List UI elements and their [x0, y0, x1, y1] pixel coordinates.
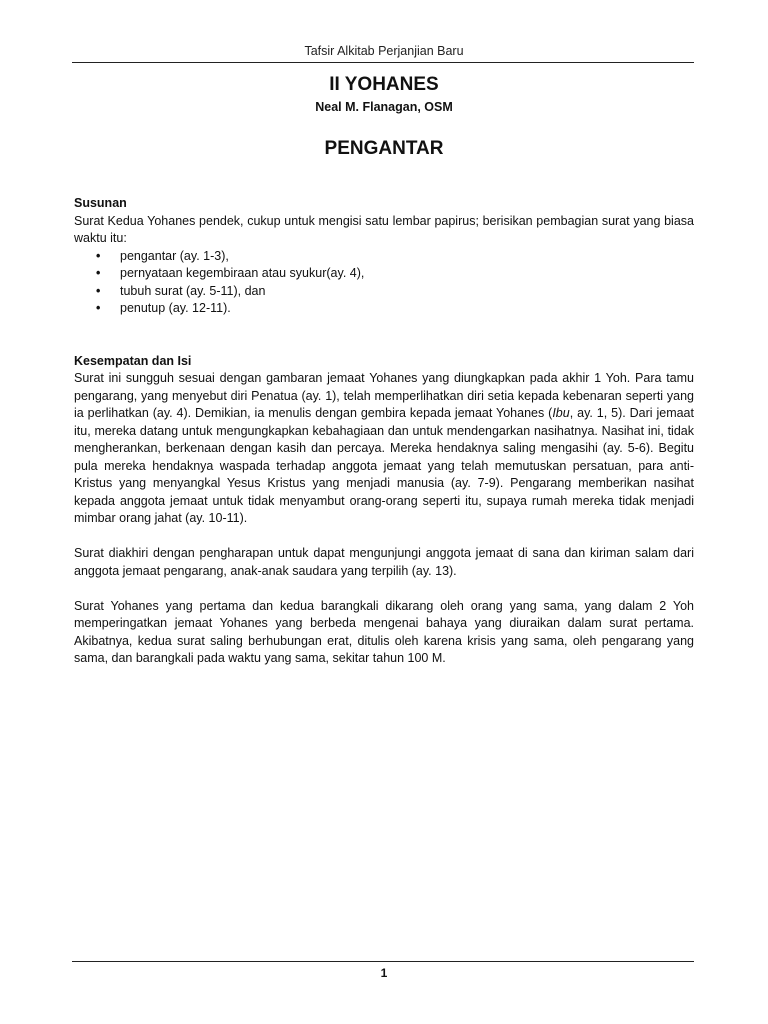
kesempatan-paragraph-1	[74, 370, 694, 528]
susunan-list	[74, 248, 694, 318]
kesempatan-paragraph-3: Surat Yohanes yang pertama dan kedua barangkali dikarang oleh orang yang sama, yang dalam 2 Yoh memperingatkan jemaat Yohanes yang berbeda mengenai bahaya yang diuraikan dalam surat pertama. Akibatnya, kedua surat saling berhubungan erat, ditulis oleh karena krisis yang sama, oleh pengarang yang sama, dan barangkali pada waktu yang sama, sekitar tahun 100 M.	[74, 598, 694, 665]
body-content	[74, 195, 694, 668]
spacer	[74, 528, 694, 546]
author-name: Neal M. Flanagan, OSM	[315, 100, 453, 114]
list-item: • penutup (ay. 12-11).	[74, 300, 694, 318]
section-title: PENGANTAR	[324, 138, 444, 159]
paragraph-text: , ay. 1, 5). Dari jemaat itu, mereka datang untuk mengungkapkan kebahagiaan dan untuk mendengarkan nasihatnya. Nasihat ini, tidak mengherankan, berkenaan dengan kasih dan percaya. Mereka hendaknya saling mengasihi (ay. 5-6). Begitu pula mereka hendaknya waspada terhadap anggota jemaat yang telah memutuskan persatuan, para anti-Kristus yang menyangkal Yesus Kristus yang menjadi manusia (ay. 7-9). Pengarang memberikan nasihat kepada anggota jemaat untuk tidak menyambut orang-orang seperti itu, supaya rumah mereka tidak menjadi mimbar orang jahat (ay. 10-11).	[74, 406, 694, 525]
spacer	[74, 335, 694, 353]
list-item: • tubuh surat (ay. 5-11), dan	[74, 283, 694, 301]
list-item: • pengantar (ay. 1-3),	[74, 248, 694, 266]
susunan-intro: Surat Kedua Yohanes pendek, cukup untuk mengisi satu lembar papirus; berisikan pembagian surat yang biasa waktu itu:	[74, 213, 694, 245]
header-rule	[72, 62, 694, 63]
italic-term: Ibu	[552, 406, 570, 420]
paragraph-text: Surat ini sungguh sesuai dengan gambaran jemaat Yohanes yang diungkapkan pada akhir 1 Yoh. Para tamu pengarang, yang menyebut diri Penatua (ay. 1), telah memperlihatkan diri setia kepada kebenaran seperti yang ia perlihatkan (ay. 4). Demikian, ia menulis dengan gembira kepada jemaat Yohanes (	[74, 371, 694, 420]
spacer	[74, 580, 694, 598]
kesempatan-paragraph-2: Surat diakhiri dengan pengharapan untuk dapat mengunjungi anggota jemaat di sana dan kiriman salam dari anggota jemaat pengarang, anak-anak saudara yang terpilih (ay. 13).	[74, 546, 694, 578]
list-item: • pernyataan kegembiraan atau syukur(ay. 4),	[74, 265, 694, 283]
footer-rule	[72, 961, 694, 962]
running-header: Tafsir Alkitab Perjanjian Baru	[304, 44, 464, 58]
page-number: 1	[380, 966, 388, 980]
kesempatan-heading: Kesempatan dan Isi	[74, 353, 192, 368]
spacer	[74, 318, 694, 336]
susunan-heading: Susunan	[74, 196, 127, 210]
document-title: II YOHANES	[329, 74, 439, 95]
